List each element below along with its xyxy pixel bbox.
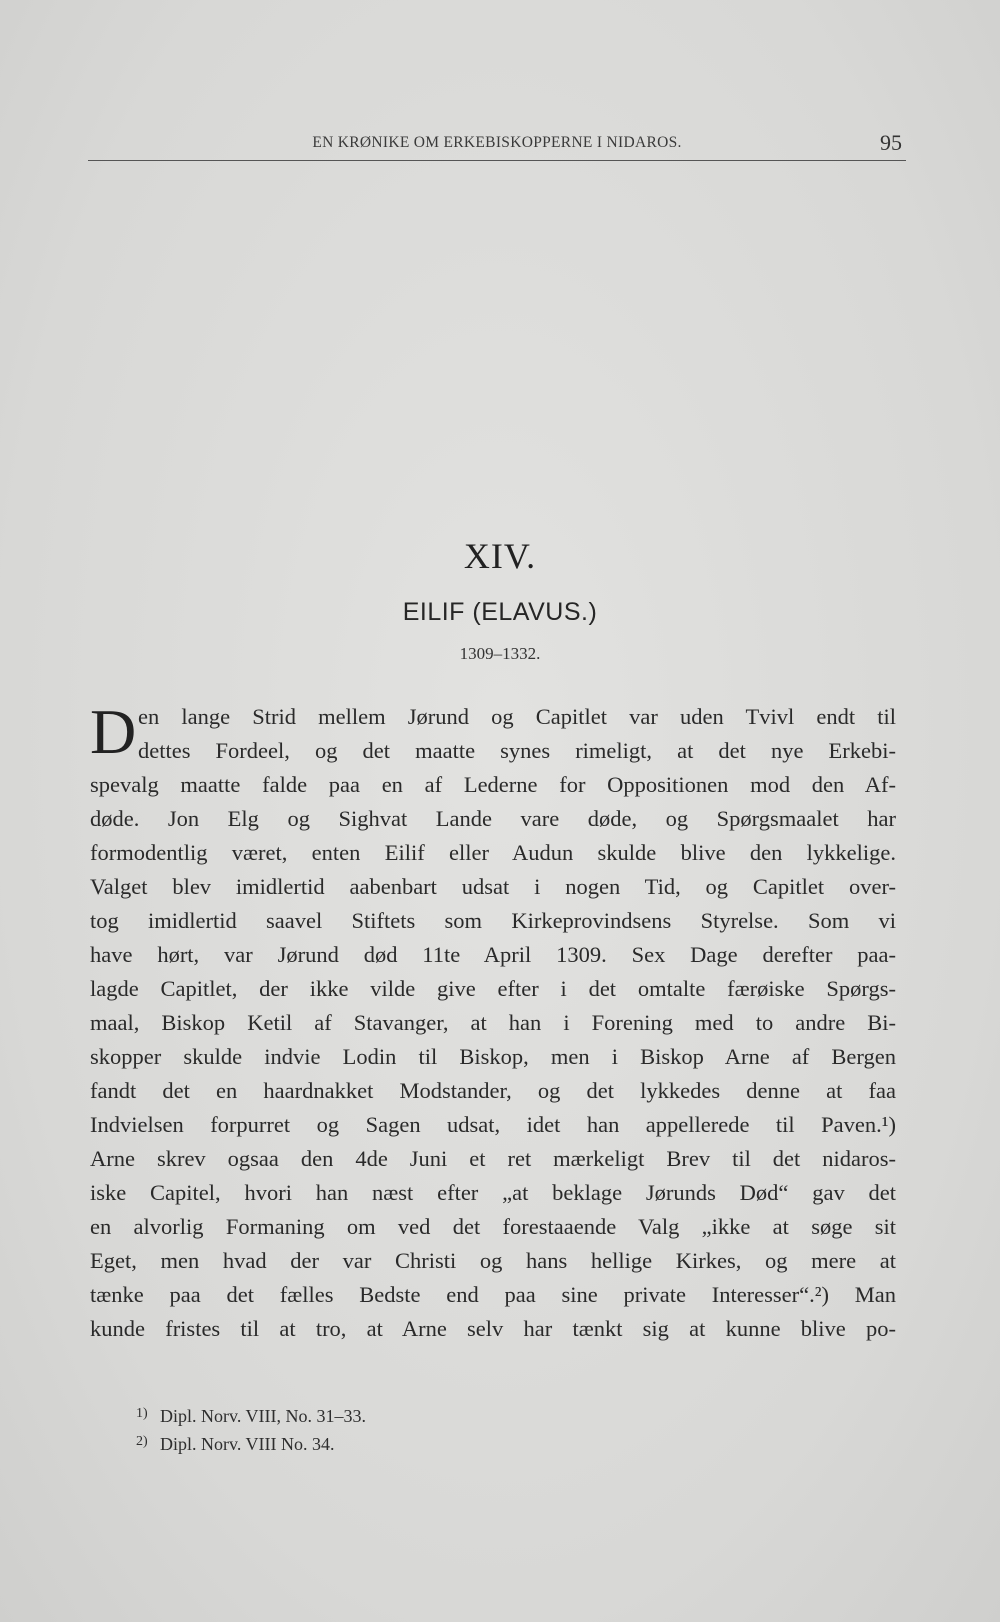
text-line: lagde Capitlet, der ikke vilde give efter i det omtalte færøiske Spørgs-: [90, 976, 896, 1001]
footnotes: [136, 1400, 736, 1456]
text-line: Valget blev imidlertid aabenbart udsat i nogen Tid, og Capitlet over-: [90, 874, 896, 899]
footnote-mark: 1): [136, 1406, 148, 1421]
text-line: døde. Jon Elg og Sighvat Lande vare døde, og Spørgsmaalet har: [90, 806, 896, 831]
text-line: fandt det en haardnakket Modstander, og det lykkedes denne at faa: [90, 1078, 896, 1103]
text-line: have hørt, var Jørund død 11te April 1309. Sex Dage derefter paa-: [90, 942, 896, 967]
footnote-text: Dipl. Norv. VIII No. 34.: [160, 1434, 335, 1454]
text-line: spevalg maatte falde paa en af Lederne for Oppositionen mod den Af-: [90, 772, 896, 797]
text-line: Eget, men hvad der var Christi og hans hellige Kirkes, og mere at: [90, 1248, 896, 1273]
text-line: kunde fristes til at tro, at Arne selv har tænkt sig at kunne blive po-: [90, 1316, 896, 1341]
text-line: tænke paa det fælles Bedste end paa sine private Interesser“.²) Man: [90, 1282, 896, 1307]
text-line: tog imidlertid saavel Stiftets som Kirkeprovindsens Styrelse. Som vi: [90, 908, 896, 933]
text-line: en lange Strid mellem Jørund og Capitlet var uden Tvivl endt til: [138, 704, 896, 729]
footnote-mark: 2): [136, 1434, 148, 1449]
text-line: maal, Biskop Ketil af Stavanger, at han i Forening med to andre Bi-: [90, 1010, 896, 1035]
header-rule: [88, 160, 906, 161]
page-number: 95: [880, 130, 902, 155]
text-line: en alvorlig Formaning om ved det forestaaende Valg „ikke at søge sit: [90, 1214, 896, 1239]
footnote: [136, 1400, 736, 1428]
text-line: iske Capitel, hvori han næst efter „at beklage Jørunds Død“ gav det: [90, 1180, 896, 1205]
running-head: [88, 128, 906, 162]
running-title: EN KRØNIKE OM ERKEBISKOPPERNE I NIDAROS.: [312, 134, 682, 151]
chapter-years: 1309–1332.: [459, 644, 541, 663]
body-text: [90, 696, 896, 1346]
text-line: dettes Fordeel, og det maatte synes rimeligt, at det nye Erkebi-: [138, 738, 896, 763]
chapter-title: EILIF (ELAVUS.): [402, 598, 598, 626]
chapter-number: XIV.: [463, 536, 537, 576]
text-line: formodentlig været, enten Eilif eller Audun skulde blive den lykkelige.: [90, 840, 896, 865]
drop-cap: D: [90, 696, 137, 767]
text-line: skopper skulde indvie Lodin til Biskop, men i Biskop Arne af Bergen: [90, 1044, 896, 1069]
text-line: Arne skrev ogsaa den 4de Juni et ret mærkeligt Brev til det nidaros-: [90, 1146, 896, 1171]
text-line: Indvielsen forpurret og Sagen udsat, idet han appellerede til Paven.¹): [90, 1112, 896, 1137]
footnote-text: Dipl. Norv. VIII, No. 31–33.: [160, 1406, 366, 1426]
footnote: [136, 1428, 736, 1456]
